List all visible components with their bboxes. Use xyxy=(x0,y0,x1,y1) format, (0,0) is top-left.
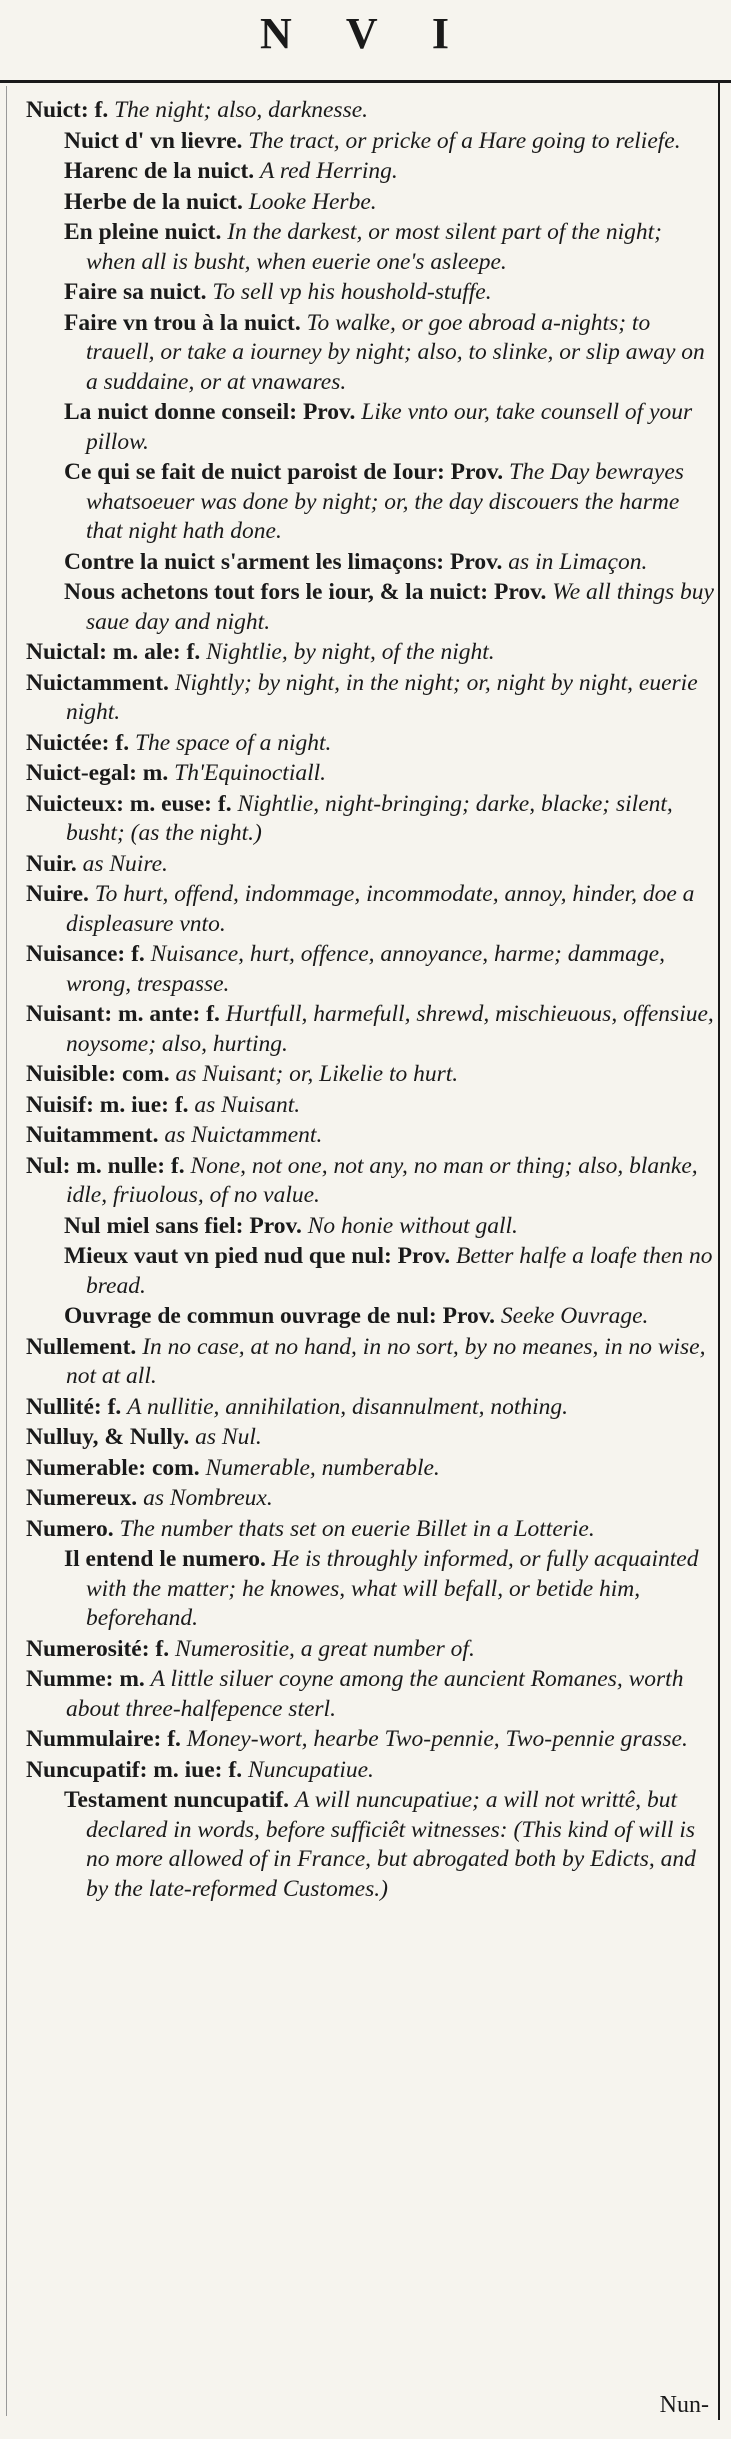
dictionary-subentry xyxy=(14,578,714,637)
definition: A little siluer coyne among the auncient Romanes, worth about three-halfepence sterl. xyxy=(66,1666,684,1722)
headword: En pleine nuict. xyxy=(64,219,222,245)
dictionary-entry xyxy=(14,880,714,939)
definition: as Nombreux. xyxy=(143,1485,273,1511)
headword: Nul: m. nulle: f. xyxy=(26,1152,185,1179)
running-head: N V I xyxy=(259,9,472,58)
headword: Numero. xyxy=(26,1515,114,1542)
headword: Nuire. xyxy=(26,881,89,907)
headword: Nulluy, & Nully. xyxy=(26,1424,190,1450)
dictionary-entry xyxy=(14,1121,714,1151)
definition: Better halfe a loafe then no bread. xyxy=(86,1243,713,1299)
headword: Faire sa nuict. xyxy=(64,279,207,305)
dictionary-subentry xyxy=(14,398,714,457)
dictionary-entry xyxy=(14,1454,714,1484)
definition: The tract, or pricke of a Hare going to reliefe. xyxy=(248,127,681,154)
definition: To hurt, offend, indommage, incommodate, annoy, hinder, doe a displeasure vnto. xyxy=(66,881,695,937)
catchword: Nun- xyxy=(659,2392,709,2418)
top-rule xyxy=(0,80,731,83)
definition: In no case, at no hand, in no sort, by no meanes, in no wise, not at all. xyxy=(66,1333,706,1389)
headword: Testament nuncupatif. xyxy=(64,1787,290,1813)
definition: as in Limaçon. xyxy=(508,548,648,575)
headword: Nuisance: f. xyxy=(26,941,145,967)
definition: To sell vp his houshold-stuffe. xyxy=(212,279,492,305)
dictionary-subentry xyxy=(14,309,714,398)
dictionary-entry xyxy=(14,1393,714,1423)
headword: Mieux vaut vn pied nud que nul: Prov. xyxy=(64,1243,451,1269)
dictionary-entry xyxy=(14,1725,714,1755)
dictionary-subentry xyxy=(14,1786,714,1904)
dictionary-subentry xyxy=(14,458,714,547)
definition: Nuisance, hurt, offence, annoyance, harme; dammage, wrong, trespasse. xyxy=(66,941,665,997)
dictionary-entry xyxy=(14,1091,714,1121)
left-rule xyxy=(6,86,7,2416)
headword: La nuict donne conseil: Prov. xyxy=(64,399,356,425)
dictionary-entry xyxy=(14,1484,714,1514)
headword: Nuict: f. xyxy=(26,97,109,123)
dictionary-entry xyxy=(14,1152,714,1211)
definition: as Nuisant; or, Likelie to hurt. xyxy=(175,1061,459,1087)
headword: Numerable: com. xyxy=(26,1454,200,1481)
dictionary-entry xyxy=(14,790,714,849)
dictionary-entry xyxy=(14,638,714,668)
headword: Nuicteux: m. euse: f. xyxy=(26,790,232,817)
definition: Th'Equinoctiall. xyxy=(174,760,327,786)
dictionary-subentry xyxy=(14,127,714,157)
definition: Numerable, numberable. xyxy=(205,1454,440,1481)
headword: Numerosité: f. xyxy=(26,1635,170,1662)
headword: Nuir. xyxy=(26,850,77,877)
definition: To walke, or goe abroad a-nights; to trauell, or take a iourney by night; also, to slinke, or slip away on a suddaine, or at vnawares. xyxy=(86,309,705,395)
definition: A nullitie, annihilation, disannulment, nothing. xyxy=(127,1393,569,1420)
dictionary-subentry xyxy=(14,1302,714,1332)
definition: Nightlie, night-bringing; darke, blacke; silent, busht; (as the night.) xyxy=(66,790,673,846)
dictionary-entry xyxy=(14,1423,714,1453)
definition: In the darkest, or most silent part of the night; when all is busht, when euerie one's asleepe. xyxy=(86,219,662,275)
headword: Ce qui se fait de nuict paroist de Iour: Prov. xyxy=(64,459,504,485)
definition: as Nul. xyxy=(195,1424,262,1450)
dictionary-subentry xyxy=(14,157,714,187)
dictionary-entry xyxy=(14,1333,714,1392)
definition: Like vnto our, take counsell of your pillow. xyxy=(86,399,693,455)
definition: Seeke Ouvrage. xyxy=(500,1303,649,1329)
headword: Nul miel sans fiel: Prov. xyxy=(64,1212,302,1239)
headword: Nuictamment. xyxy=(26,669,169,696)
headword: Nuisif: m. iue: f. xyxy=(26,1091,189,1118)
definition: No honie without gall. xyxy=(307,1212,518,1239)
definition: Nuncupatiue. xyxy=(247,1756,374,1783)
definition: Money-wort, hearbe Two-pennie, Two-pennie grasse. xyxy=(186,1726,688,1752)
headword: Harenc de la nuict. xyxy=(64,158,255,184)
headword: Nuictée: f. xyxy=(26,729,130,756)
definition: as Nuictamment. xyxy=(164,1122,323,1148)
dictionary-subentry xyxy=(14,188,714,218)
definition: A will nuncupatiue; a will not writtê, but declared in words, before sufficiêt witnesses: (This kind of will is no more allowed of in France, but abrogated both by Edicts, and by the late-reformed Customes.) xyxy=(86,1787,696,1902)
dictionary-subentry xyxy=(14,1545,714,1634)
dictionary-entry xyxy=(14,759,714,789)
dictionary-entry xyxy=(14,96,714,126)
definition: He is throughly informed, or fully acquainted with the matter; he knowes, what will befall, or betide him, beforehand. xyxy=(86,1546,699,1631)
headword: Numereux. xyxy=(26,1485,138,1511)
headword: Nuisant: m. ante: f. xyxy=(26,1001,220,1027)
definition: None, not one, not any, no man or thing; also, blanke, idle, friuolous, of no value. xyxy=(66,1152,698,1208)
headword: Nullité: f. xyxy=(26,1393,122,1420)
dictionary-subentry xyxy=(14,1242,714,1301)
definition: The night; also, darknesse. xyxy=(114,97,369,123)
headword: Ouvrage de commun ouvrage de nul: Prov. xyxy=(64,1303,496,1329)
dictionary-entry xyxy=(14,1665,714,1724)
dictionary-column xyxy=(14,96,714,1905)
headword: Contre la nuict s'arment les limaçons: Prov. xyxy=(64,548,503,575)
definition: A red Herring. xyxy=(260,158,398,184)
headword: Herbe de la nuict. xyxy=(64,188,243,215)
dictionary-subentry xyxy=(14,278,714,308)
definition: We all things buy saue day and night. xyxy=(86,579,714,635)
page-header xyxy=(0,0,731,62)
dictionary-subentry xyxy=(14,1212,714,1242)
definition: The space of a night. xyxy=(134,729,332,756)
headword: Nuict d' vn lievre. xyxy=(64,127,243,154)
dictionary-entry xyxy=(14,1060,714,1090)
dictionary-entry xyxy=(14,1756,714,1786)
headword: Nummulaire: f. xyxy=(26,1726,181,1752)
headword: Faire vn trou à la nuict. xyxy=(64,309,301,336)
definition: Numerositie, a great number of. xyxy=(175,1635,475,1662)
dictionary-entry xyxy=(14,850,714,880)
headword: Nuictal: m. ale: f. xyxy=(26,639,201,665)
definition: Looke Herbe. xyxy=(248,188,377,215)
headword: Nuisible: com. xyxy=(26,1061,170,1087)
dictionary-entry xyxy=(14,1515,714,1545)
dictionary-entry xyxy=(14,729,714,759)
dictionary-subentry xyxy=(14,218,714,277)
headword: Nuict-egal: m. xyxy=(26,760,169,786)
dictionary-entry xyxy=(14,1635,714,1665)
definition: Nightly; by night, in the night; or, night by night, euerie night. xyxy=(66,669,698,725)
definition: The number thats set on euerie Billet in a Lotterie. xyxy=(119,1515,595,1542)
dictionary-entry xyxy=(14,940,714,999)
definition: The Day bewrayes whatsoeuer was done by night; or, the day discouers the harme that night hath done. xyxy=(86,459,684,544)
headword: Nullement. xyxy=(26,1333,137,1360)
definition: as Nuisant. xyxy=(194,1091,301,1118)
headword: Nuncupatif: m. iue: f. xyxy=(26,1756,243,1783)
definition: Nightlie, by night, of the night. xyxy=(206,639,495,665)
dictionary-subentry xyxy=(14,548,714,578)
definition: as Nuire. xyxy=(82,850,168,877)
definition: Hurtfull, harmefull, shrewd, mischieuous, offensiue, noysome; also, hurting. xyxy=(66,1001,714,1057)
dictionary-entry xyxy=(14,1000,714,1059)
headword: Nous achetons tout fors le iour, & la nuict: Prov. xyxy=(64,579,547,605)
right-rule xyxy=(718,80,720,2420)
headword: Nuitamment. xyxy=(26,1122,159,1148)
headword: Numme: m. xyxy=(26,1666,145,1692)
dictionary-entry xyxy=(14,669,714,728)
headword: Il entend le numero. xyxy=(64,1546,266,1572)
